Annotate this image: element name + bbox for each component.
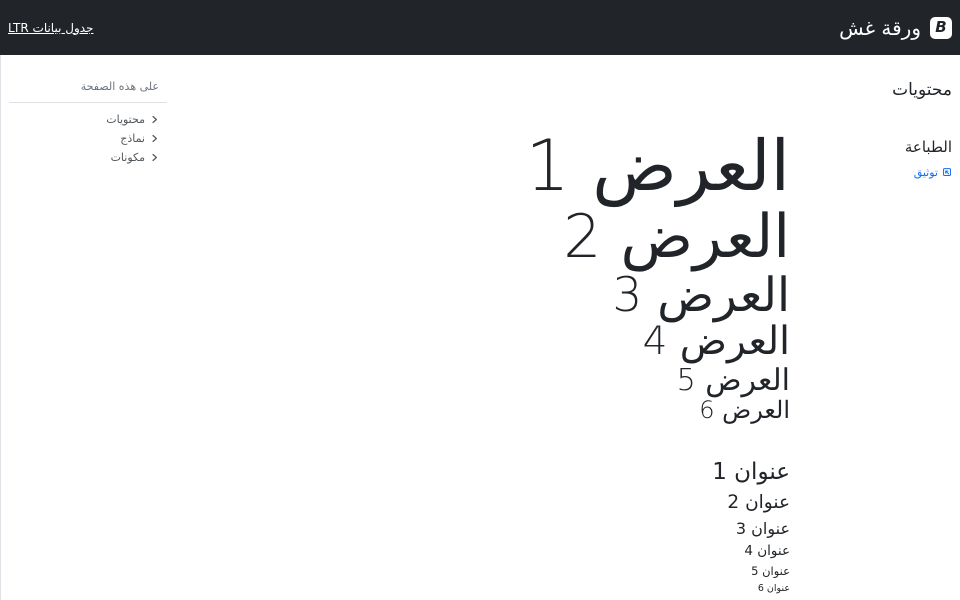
page-toc-sidebar [0, 55, 167, 600]
toc-divider [9, 102, 167, 103]
page-layout [0, 55, 960, 600]
display-1: العرض 1 [525, 125, 790, 207]
heading-3: عنوان 3 [735, 519, 790, 539]
heading-1: عنوان 1 [712, 459, 790, 486]
sidebar-item-forms[interactable] [1, 129, 159, 148]
display-headings-demo [167, 125, 790, 425]
brand-link[interactable] [839, 17, 952, 39]
sidebar-item-label: محتويات [106, 113, 145, 126]
top-navbar [0, 0, 960, 55]
article-header [790, 130, 952, 600]
typography-article [167, 125, 952, 600]
heading-4: عنوان 4 [744, 543, 790, 560]
documentation-link-label: توثيق [913, 165, 938, 179]
ltr-version-link[interactable]: جدول بيانات LTR [8, 20, 94, 35]
display-4: العرض 4 [642, 318, 790, 364]
heading-5: عنوان 5 [751, 563, 790, 578]
display-6: العرض 6 [699, 396, 790, 425]
external-link-icon [942, 167, 952, 177]
chevron-right-icon [150, 153, 159, 162]
heading-2: عنوان 2 [727, 492, 790, 514]
documentation-link[interactable] [914, 166, 952, 179]
brand-title: ورقة غش [839, 15, 921, 40]
chevron-right-icon [150, 115, 159, 124]
sidebar-item-contents[interactable] [1, 110, 159, 129]
display-5: العرض 5 [676, 362, 790, 398]
sidebar-item-label: مكونات [110, 151, 145, 164]
heading-6: عنوان 6 [757, 583, 790, 595]
bootstrap-logo-icon: B [930, 17, 952, 39]
display-3: العرض 3 [612, 267, 790, 323]
headings-demo [167, 459, 790, 594]
sidebar-item-components[interactable] [1, 148, 159, 167]
main-content [167, 55, 960, 600]
section-title-contents: محتويات [892, 80, 952, 100]
typography-example [167, 125, 790, 600]
article-title-typography: الطباعة [904, 138, 952, 156]
toc-header: على هذه الصفحة [80, 80, 159, 93]
display-2: العرض 2 [563, 201, 790, 272]
sidebar-item-label: نماذج [120, 132, 145, 145]
chevron-right-icon [150, 134, 159, 143]
